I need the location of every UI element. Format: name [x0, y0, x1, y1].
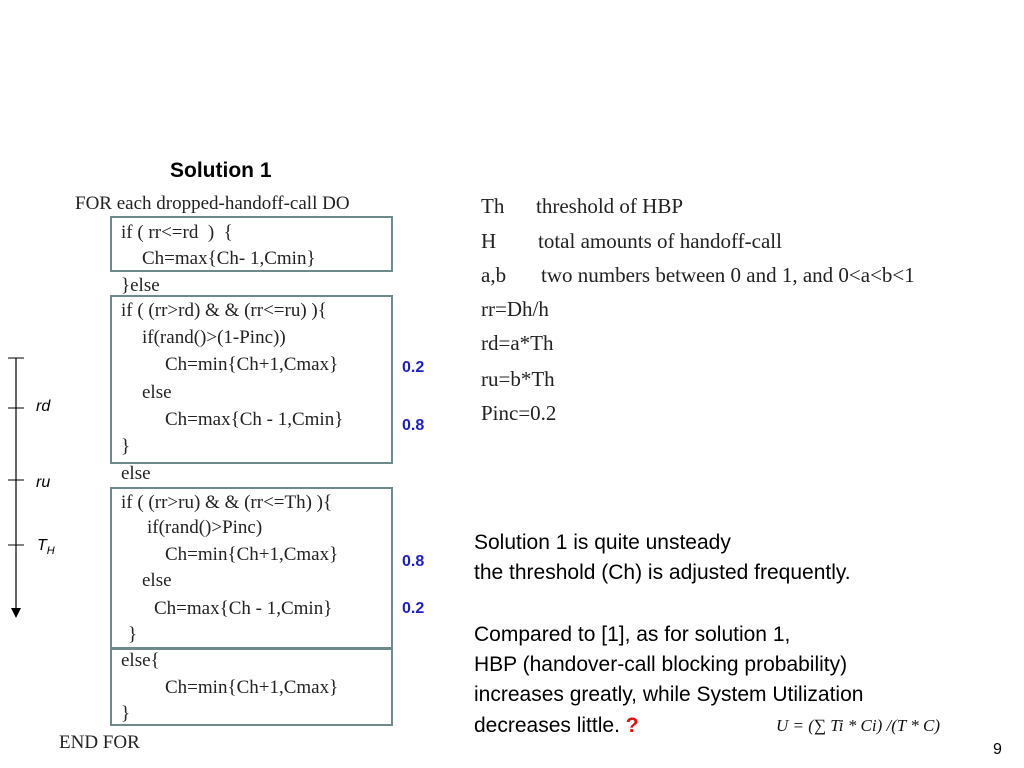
def-term: a,b: [481, 263, 507, 287]
code-line: Ch=min{Ch+1,Cmax}: [165, 544, 339, 565]
code-line: else: [121, 463, 151, 484]
probability-label: 0.8: [402, 553, 425, 570]
code-line: }: [121, 436, 131, 457]
note-line: HBP (handover-call blocking probability): [474, 653, 848, 676]
code-line: }: [121, 703, 131, 724]
def-term: rd=a*Th: [481, 331, 554, 355]
question-mark: ?: [625, 714, 639, 737]
code-line: if(rand()>Pinc): [147, 517, 263, 538]
code-line: Ch=max{Ch- 1,Cmin}: [142, 248, 316, 269]
scale-label-ru: ru: [36, 474, 51, 491]
def-desc: threshold of HBP: [536, 194, 683, 218]
code-line: if ( rr<=rd ) {: [121, 222, 233, 243]
code-line: Ch=max{Ch - 1,Cmin}: [165, 409, 344, 430]
def-desc: two numbers between 0 and 1, and 0<a<b<1: [541, 263, 915, 287]
note-line: Compared to [1], as for solution 1,: [474, 623, 791, 646]
code-line: else{: [121, 650, 160, 671]
def-term: Pinc=0.2: [481, 401, 557, 425]
note-line: Solution 1 is quite unsteady: [474, 531, 731, 554]
note-line: increases greatly, while System Utilization: [474, 683, 864, 706]
scale-label-rd: rd: [36, 398, 51, 415]
code-line: }: [128, 624, 138, 645]
scale-label-th: $T_H$: [37, 537, 55, 558]
code-line: Ch=min{Ch+1,Cmax}: [165, 354, 339, 375]
code-line: else: [142, 382, 172, 403]
code-line: }else: [121, 275, 160, 296]
code-line: else: [142, 570, 172, 591]
code-line: Ch=min{Ch+1,Cmax}: [165, 677, 339, 698]
code-end-for: END FOR: [59, 732, 140, 753]
threshold-scale-arrow: [0, 350, 30, 625]
def-term: rr=Dh/h: [481, 297, 549, 321]
def-term: ru=b*Th: [481, 367, 555, 391]
code-line: if ( (rr>ru) & & (rr<=Th) ){: [121, 492, 333, 513]
def-term: Th: [481, 194, 505, 218]
def-term: H: [481, 229, 497, 253]
probability-label: 0.2: [402, 600, 425, 617]
code-line: Ch=max{Ch - 1,Cmin}: [154, 598, 333, 619]
utilization-formula: U = (∑ Ti * Ci) /(T * C): [776, 716, 941, 735]
page-number: 9: [993, 741, 1002, 758]
note-line: the threshold (Ch) is adjusted frequently.: [474, 561, 851, 584]
probability-label: 0.8: [402, 417, 425, 434]
note-line-last: decreases little. ?: [474, 714, 639, 737]
def-desc: total amounts of handoff-call: [538, 229, 782, 253]
slide-title: Solution 1: [170, 159, 272, 182]
code-for-header: FOR each dropped-handoff-call DO: [75, 193, 350, 214]
code-line: if(rand()>(1-Pinc)): [142, 327, 286, 348]
probability-label: 0.2: [402, 359, 425, 376]
code-line: if ( (rr>rd) & & (rr<=ru) ){: [121, 300, 327, 321]
